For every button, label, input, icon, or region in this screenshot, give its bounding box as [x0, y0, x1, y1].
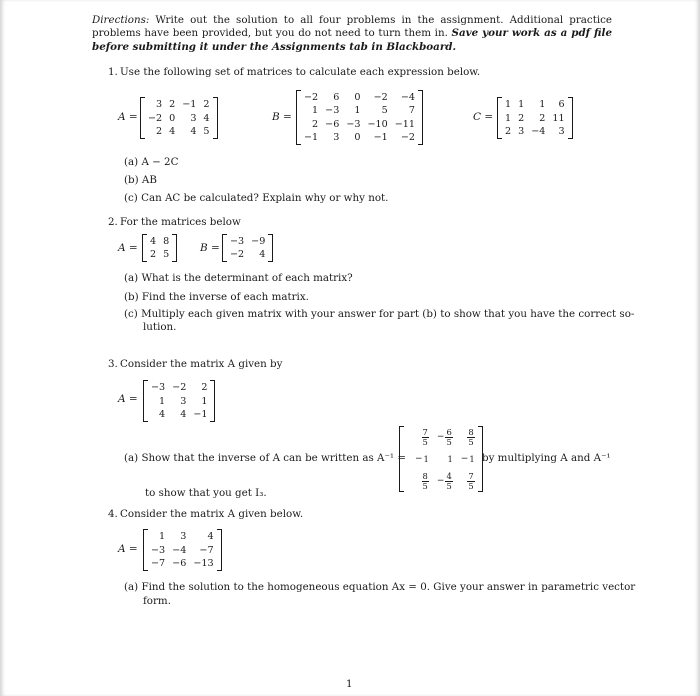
matrix-entry: 4 [190, 125, 197, 137]
numerator: 7 [422, 426, 428, 437]
matrix-entry: −3 [151, 544, 166, 556]
matrix-entry: 2 [518, 112, 525, 124]
matrix-entry: 2 [312, 118, 319, 130]
p1-number: 1. [108, 66, 118, 78]
fraction [422, 428, 429, 447]
denominator: 5 [446, 480, 452, 491]
matrix-entry: −13 [193, 557, 214, 569]
fraction [422, 472, 429, 491]
matrix-entry [453, 470, 475, 492]
matrix-entry: −2 [400, 131, 415, 143]
p3-part-a-cont: to show that you get I₃. [145, 487, 267, 499]
p1-part-a: (a) A − 2C [124, 156, 179, 168]
numerator: 8 [422, 470, 428, 481]
matrix-entry: 5 [163, 249, 170, 260]
matrix-entry: 0 [354, 92, 361, 104]
denominator: 5 [446, 436, 452, 447]
p2-matrix-B [222, 234, 273, 262]
matrix-entry: 3 [180, 395, 187, 407]
matrix-entry: 3 [518, 125, 525, 137]
matrix-entry: 3 [558, 125, 565, 137]
p2-number: 2. [108, 216, 118, 228]
matrix-entry [429, 470, 453, 492]
p1-matrix-A [140, 97, 218, 139]
numerator: 7 [468, 470, 474, 481]
matrix-entry: 2 [156, 125, 163, 137]
p2-matrix-A [142, 234, 177, 262]
p3-part-a-post: by multiplying A and A⁻¹ [482, 452, 611, 464]
matrix-entry: −10 [367, 118, 388, 130]
entry-sign: − [415, 454, 423, 464]
matrix-entry: −3 [346, 118, 361, 130]
matrix-entry: 4 [180, 408, 187, 420]
matrix-entry: 4 [169, 125, 176, 137]
matrix-entry: −1 [193, 408, 208, 420]
matrix-entry: 3 [333, 131, 340, 143]
matrix-entry [429, 448, 453, 470]
matrix-entry: 3 [190, 112, 197, 124]
matrix-entry: −6 [172, 557, 187, 569]
matrix-entry: 0 [169, 112, 176, 124]
right-bracket [217, 529, 222, 571]
matrix-entry: 6 [558, 99, 565, 111]
matrix-entry [407, 470, 429, 492]
matrix-entry: −1 [182, 99, 197, 111]
entry-sign: − [436, 432, 445, 442]
p1-part-b: (b) AB [124, 174, 157, 186]
p2-part-a: (a) What is the determinant of each matrix? [124, 272, 353, 284]
denominator: 5 [468, 436, 474, 447]
directions-paragraph [92, 14, 612, 54]
p1-B-label: B = [272, 111, 292, 123]
matrix-entry: 2 [505, 125, 512, 137]
p4-matrix-A [143, 529, 222, 571]
p3-part-a-pre: (a) Show that the inverse of A can be written as A⁻¹ = [124, 452, 406, 464]
fraction [467, 472, 474, 491]
matrix-entry: −4 [400, 92, 415, 104]
matrix-entry: 1 [159, 395, 166, 407]
matrix-entry: 2 [203, 99, 210, 111]
matrix-entry: 4 [150, 236, 157, 247]
fraction [467, 428, 474, 447]
matrix-entry [453, 448, 475, 470]
fraction [445, 428, 452, 447]
matrix-entry: 4 [203, 112, 210, 124]
directions-label: Directions: [92, 14, 150, 26]
matrix-entry: −2 [373, 92, 388, 104]
right-bracket [568, 97, 573, 139]
entry-sign: − [436, 476, 445, 486]
matrix-entry: 1 [505, 99, 512, 111]
matrix-entry: −2 [172, 382, 187, 394]
p2-part-c-line1: (c) Multiply each given matrix with your answer for part (b) to show that you have the correct so- [124, 308, 635, 320]
matrix-entry: 4 [159, 408, 166, 420]
p3-matrix-A [143, 380, 215, 422]
entry-value: 1 [469, 454, 475, 464]
right-bracket [418, 90, 423, 145]
matrix-entry: 8 [163, 236, 170, 247]
matrix-entry: 2 [539, 112, 546, 124]
denominator: 5 [422, 436, 428, 447]
p3-stem: Consider the matrix A given by [120, 358, 283, 370]
matrix-entry: 2 [169, 99, 176, 111]
matrix-entry: −4 [531, 125, 546, 137]
matrix-entry: 5 [381, 105, 388, 117]
p1-stem: Use the following set of matrices to calculate each expression below. [120, 66, 481, 78]
matrix-entry: 11 [552, 112, 565, 124]
matrix-entry: 1 [312, 105, 319, 117]
matrix-entry: −3 [325, 105, 340, 117]
matrix-entry: 7 [408, 105, 415, 117]
matrix-entry: −2 [148, 112, 163, 124]
matrix-entry [407, 448, 429, 470]
matrix-entry: −7 [151, 557, 166, 569]
p1-part-c: (c) Can AC be calculated? Explain why or why not. [124, 192, 389, 204]
p1-C-label: C = [473, 111, 494, 123]
matrix-entry: −2 [230, 249, 245, 260]
p4-A-label: A = [118, 543, 138, 555]
matrix-entry: −3 [151, 382, 166, 394]
matrix-entry [453, 426, 475, 448]
p1-A-label: A = [118, 111, 138, 123]
matrix-entry: 6 [333, 92, 340, 104]
p2-stem: For the matrices below [120, 216, 241, 228]
p4-number: 4. [108, 508, 118, 520]
numerator: 6 [446, 426, 452, 437]
p4-part-a-line1: (a) Find the solution to the homogeneous equation Ax = 0. Give your answer in parametric vector [124, 581, 636, 593]
matrix-entry: 1 [201, 395, 208, 407]
matrix-entry: −3 [230, 236, 245, 247]
right-bracket [213, 97, 218, 139]
matrix-entry: 4 [259, 249, 266, 260]
matrix-entry: 2 [150, 249, 157, 260]
right-bracket [268, 234, 273, 262]
p2-part-c-line2: lution. [143, 321, 177, 333]
matrix-entry: −4 [172, 544, 187, 556]
right-bracket [210, 380, 215, 422]
numerator: 8 [468, 426, 474, 437]
numerator: 4 [446, 470, 452, 481]
p2-part-b: (b) Find the inverse of each matrix. [124, 291, 309, 303]
p1-matrix-B [296, 90, 423, 145]
p3-A-label: A = [118, 393, 138, 405]
matrix-entry: −2 [304, 92, 319, 104]
denominator: 5 [468, 480, 474, 491]
matrix-entry: −1 [304, 131, 319, 143]
matrix-entry: 3 [180, 531, 187, 543]
matrix-entry: 0 [354, 131, 361, 143]
directions-bold: Save your work as a pdf file before submitting it under the Assignments tab in Blackboard. [92, 27, 613, 53]
matrix-entry [429, 426, 453, 448]
entry-sign: − [460, 454, 469, 464]
p2-A-label: A = [118, 242, 138, 254]
matrix-entry: 1 [539, 99, 546, 111]
fraction [445, 472, 452, 491]
matrix-entry: 1 [518, 99, 525, 111]
matrix-entry: −11 [394, 118, 415, 130]
p3-number: 3. [108, 358, 118, 370]
p3-matrix-A-inverse [399, 426, 483, 492]
matrix-entry: 1 [354, 105, 361, 117]
matrix-entry: 5 [203, 125, 210, 137]
matrix-entry: 4 [207, 531, 214, 543]
p1-matrix-C [497, 97, 573, 139]
matrix-entry: −9 [251, 236, 266, 247]
matrix-entry: 1 [505, 112, 512, 124]
matrix-entry [407, 426, 429, 448]
entry-value: 1 [447, 454, 453, 464]
p4-part-a-line2: form. [143, 595, 171, 607]
matrix-entry: −7 [199, 544, 214, 556]
p4-stem: Consider the matrix A given below. [120, 508, 304, 520]
directions-text: Write out the solution to all four problems in the assignment. Additional practice problems have been provided, but you do not need to turn them in. [92, 14, 612, 40]
p2-B-label: B = [200, 242, 220, 254]
matrix-entry: −1 [373, 131, 388, 143]
matrix-entry: −6 [325, 118, 340, 130]
entry-value: 1 [423, 454, 429, 464]
page-number: 1 [346, 678, 353, 690]
matrix-entry: 1 [159, 531, 166, 543]
denominator: 5 [422, 480, 428, 491]
matrix-entry: 3 [156, 99, 163, 111]
right-bracket [172, 234, 177, 262]
matrix-entry: 2 [201, 382, 208, 394]
